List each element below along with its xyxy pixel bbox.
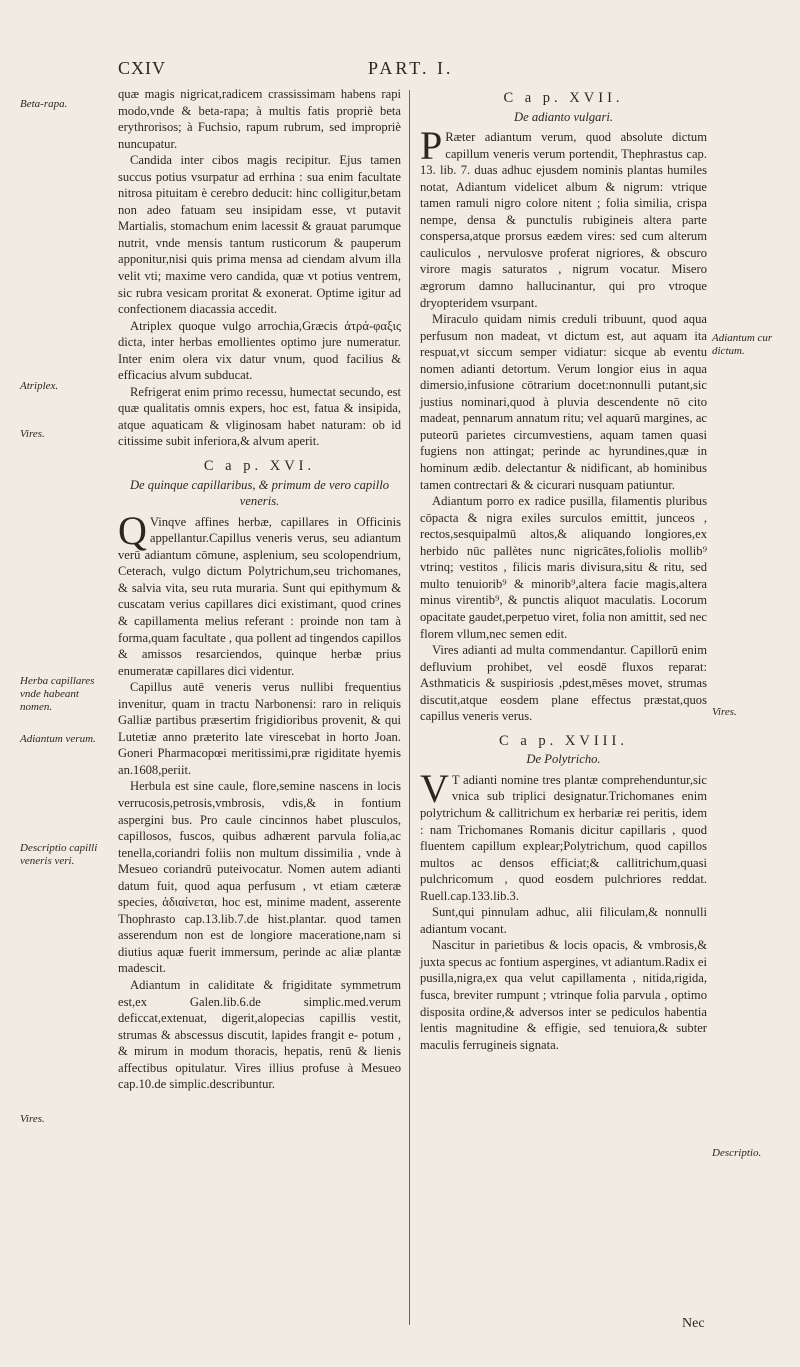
- paragraph: Adiantum porro ex radice pusilla, filamentis pluribus cōpacta & nigra exiles surculos emittit, junceos , rectos,sesquipalmū altos,& aliquando longiores,ex herbido nūc pallètes nunc nigricātes,foliolis mollib⁹ vtrinq; vestitos , filicis maris divisura,situ & ritu, sed multo tenuiorib⁹ & minorib⁹,altera facie magis,altera minus virentib⁹, & punctis aliquot maculatis. Locorum opacitate gaudet,perpetuo viret, folia non amittit, sed nec florem vllum,nec semen edit.: [420, 494, 707, 641]
- paragraph: Sunt,qui pinnulam adhuc, alii filiculam,& nonnulli adiantum vocant.: [420, 905, 707, 936]
- margin-note: Adiantum verum.: [20, 733, 96, 745]
- margin-note: Vires.: [712, 706, 737, 718]
- chapter-title: De adianto vulgari.: [514, 109, 613, 124]
- margin-note: Beta-rapa.: [20, 98, 68, 110]
- margin-note: Vires.: [20, 1113, 45, 1125]
- right-column: [420, 86, 707, 1053]
- paragraph-text: T adianti nomine tres plantæ comprehenduntur,sic vnica sub triplici designatur.Trichomanes enim polytrichum & callitrichum ex herbariæ rei peritis, idem : nam Trichomanes Romanis dicitur capillaris , quod fluentem capillum explear;Polytrichum, quod capillos multos ac densos efficiat;& callitrichum,quasi pulchricomum , quod eosdem pulchriores reddat. Ruell.cap.133.lib.3.: [420, 772, 707, 903]
- paragraph: quæ magis nigricat,radicem crassissimam habens rapi modo,vnde & beta-rapa; à multis fatis propriè beta erythrorisos; à Fuchsio, rapum rubrum, sed impropriè nuncupatur.: [118, 87, 401, 151]
- paragraph-text: Vinqve affines herbæ, capillares in Officinis appellantur.Capillus veneris verus, seu adiantum verū adiantum cōmune, asplenium, seu scolopendrium, Ceterach, vulgo dictum Polytrichum,seu trichomanes, & salvia vita, seu ruta muraria. Sunt qui epithymum & cuscatam verius capillares dici existimant, quod crines & capillamenta melius referant : proinde non tam à forma,quam facultate , qua pollent ad tingendos capillos & amissos resarciendos, quinque herbæ prius enumeratæ capillares dici videntur.: [118, 514, 401, 678]
- running-header: [110, 58, 750, 86]
- paragraph: Adiantum in caliditate & frigiditate symmetrum est,ex Galen.lib.6.de simplic.med.verum deficcat,extenuat, digerit,alopecias capillis vestit, strumas & abscessus discutit, lapides frangit e- potum , & mirum in modum thoracis, hepatis, renū & lienis affectibus opitulatur. Vires illius profuse à Mesueo cap.10.de simplic.describuntur.: [118, 977, 401, 1092]
- page-number: CXIV: [118, 58, 166, 78]
- paragraph: Candida inter cibos magis recipitur. Ejus tamen succus potius vsurpatur ad errhina : sua enim facultate nitrosa pituitam è cerebro deducit: hinc colligitur,betam non adeo fatuam seu insipidam esse, vt putavit Martialis, stomachum enim lacessit & grauat parumque nutrit, vnde mensis tantum rusticorum & pauperum apponitur,nisi quis prima mensa ad ciendam alvum illa velit vti; maxime vero candida, quæ vt potius ventrem, sic rubra vesicam proritat & exonerat. Optime igitur ad confectionem diacassia accedit.: [118, 153, 401, 317]
- paragraph: Herbula est sine caule, flore,semine nascens in locis verrucosis,petrosis,vmbrosis, vdis,& in fontium aspergini bus. Pro caule cincinnos habet plusculos, capillosos, fuscos, quibus adhærent parvula folia,ac tenella,coriandri foliis non multum dissimilia , vnde à Mesueo coriandrū puteivocatur. Nomen autem adianti datum fuit, quod aqua perfusum , vt etiam cæteræ species, ἀδιαίνεται, hoc est, minime madent, asserente Thophrasto cap.13.lib.7.de hist.plantar. quod tamen asserendum non est de longiore maceratione,nam si diutius aquæ fuerit immersum, perinde ac aliæ plantæ madescit.: [118, 779, 401, 976]
- paragraph: Vires adianti ad multa commendantur. Capillorū enim defluvium prohibet, vel eosdē fluxos reparat: Asthmaticis & suspiriosis ,pdest,mēses movet, strumas discutit,atque eosdem plane effectus præstat,quos capillus veneris verus.: [420, 643, 707, 724]
- paragraph: [420, 123, 707, 311]
- paragraph: [118, 507, 401, 679]
- catchword: Nec: [682, 1316, 705, 1331]
- chapter-title: De Polytricho.: [526, 752, 601, 767]
- left-column: [118, 86, 401, 1093]
- margin-note: Descriptio capilli veneris veri.: [20, 842, 98, 867]
- margin-note: Descriptio.: [712, 1147, 762, 1159]
- paragraph: Miraculo quidam nimis creduli tribuunt, quod aqua perfusum non madeat, vt dictum est, aut aquam ita respuat,vt siccum semper vidiatur: sicque ab eventu nomen adianti detortum. Verum longior eius in aqua dimersio,infusione cōtrarium docet:nonnulli putant,sic justius nominari,quod à pluvia descendente nō cito madeat, pennarum annatum ritu; vel aquarū margines, ac puteorū parietes circumvestiens, aquam tamen quasi fugiens non attingat; perinde ac hyrundines,quæ in hominum ædib. delectantur & nidificant, ab hominibus tamen contrectari & & cicurari nusquam patiuntur.: [420, 312, 707, 492]
- paragraph: Atriplex quoque vulgo arrochia,Græcis ἀτρά-φαξις dicta, inter herbas emollientes optimo jure numeratur. Inter enim olera vix datur vnum, quod facilius & efficacius alvum subducat.: [118, 318, 401, 383]
- chapter-heading: C a p. XVII.: [503, 90, 624, 106]
- chapter-title: De quinque capillaribus, & primum de vero capillo veneris.: [129, 477, 390, 509]
- drop-cap: Q: [118, 507, 147, 553]
- paragraph-text: Ræter adiantum verum, quod absolute dictum capillum veneris verum portendit, Thephrastus cap. 13. lib. 7. duas adhuc ejusdem nominis plantas humiles notat, Adiantum videlicet album & nigrum: vtrique tamen ramuli nigro colore nitent ; folia similia, crispa nempe, densa & punctulis rubigineis altera parte conspersa,atque prorsus eædem vires: sed cum alterum cauliculos , nervulosve proferat nigriores, & obscuro virore magis saturatos , nigrum vocatur. Misero ægrorum damno hallucinantur, qui pro vtroque dryopteridem vsurpant.: [420, 130, 707, 310]
- drop-cap: V: [420, 765, 449, 811]
- chapter-heading: C a p. XVIII.: [499, 732, 628, 749]
- margin-note: Vires.: [20, 428, 45, 440]
- margin-note: Atriplex.: [20, 380, 59, 392]
- drop-cap: P: [420, 123, 443, 169]
- margin-note: Adiantum cur dictum.: [712, 332, 773, 357]
- chapter-heading: C a p. XVI.: [203, 458, 316, 475]
- paragraph: Refrigerat enim primo recessu, humectat secundo, est quæ qualitatis omnis expers, hoc est, fatua & insipida, atque aquaticam & vliginosam habet naturam: ob id citissime subit inferiora,& alvum aperit.: [118, 384, 401, 449]
- column-divider: [409, 90, 410, 1325]
- paragraph: Capillus autē veneris verus nullibi frequentius invenitur, quam in tractu Narbonensi: raro in reliquis Galliæ partibus præsertim frigidioribus provenit, & qui Lutetiæ anno præterito late virescebat in horto Joan. Goneri Pharmacopœi meritissimi,præ rigiditate hyemis an.1608,periit.: [118, 680, 401, 777]
- margin-note: Herba capillares vnde habeant nomen.: [20, 675, 95, 713]
- paragraph: [420, 765, 707, 904]
- paragraph: Nascitur in parietibus & locis opacis, & vmbrosis,& juxta specus ac fontium aspergines, vt adiantum.Radix ei pusilla,nigra,ex qua velut capillamenta , nitida,rigida, fusca, breviter rumpunt ; vtrinque folia parvula , optimo disposita ordine,& adversos inter se pediculos habentia lentis magnitudine & effigie, sed tenuiora,& subter maculis ferrugineis signata.: [420, 938, 707, 1052]
- part-heading: PART. I.: [368, 58, 454, 78]
